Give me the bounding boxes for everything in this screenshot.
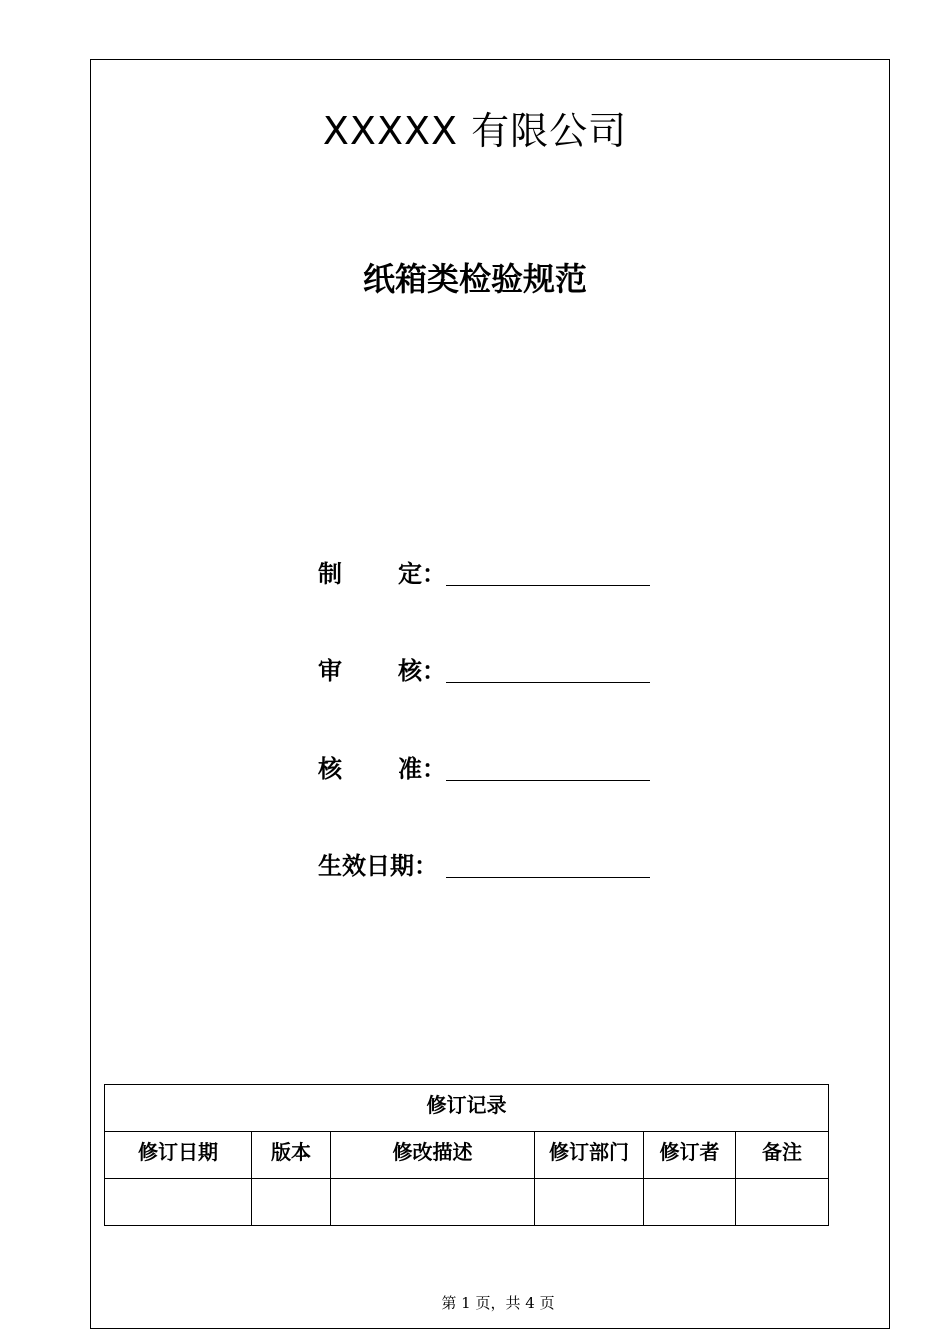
signature-line[interactable] [446, 876, 650, 878]
revision-table-title: 修订记录 [105, 1085, 829, 1132]
column-header: 修订日期 [105, 1132, 252, 1179]
column-header: 修订者 [644, 1132, 736, 1179]
table-row [105, 1179, 829, 1226]
sign-label [318, 651, 446, 686]
sign-row-prepared [318, 557, 650, 589]
column-header: 备注 [736, 1132, 829, 1179]
table-header-row [105, 1132, 829, 1179]
revision-record-table [104, 1084, 829, 1226]
table-cell[interactable] [105, 1179, 252, 1226]
signature-line[interactable] [446, 681, 650, 683]
signature-line[interactable] [446, 779, 650, 781]
sign-row-reviewed [318, 654, 650, 686]
page-number-footer: 第 1 页，共 4 页 [441, 1294, 555, 1312]
sign-label [318, 846, 446, 881]
table-cell[interactable] [535, 1179, 644, 1226]
table-cell[interactable] [644, 1179, 736, 1226]
company-name: XXXXX 有限公司 [322, 109, 628, 153]
sign-label-text: 生效日期： [318, 851, 438, 880]
table-cell[interactable] [736, 1179, 829, 1226]
sign-label-char: 制 [318, 559, 342, 588]
sign-label [318, 554, 446, 589]
document-title: 纸箱类检验规范 [362, 260, 587, 298]
column-header: 版本 [252, 1132, 331, 1179]
sign-label-char: 核： [398, 656, 446, 685]
table-cell[interactable] [331, 1179, 535, 1226]
sign-label-char: 准： [398, 754, 446, 783]
column-header: 修订部门 [535, 1132, 644, 1179]
sign-label-char: 审 [318, 656, 342, 685]
sign-label-char: 核 [318, 754, 342, 783]
sign-row-approved [318, 752, 650, 784]
signature-line[interactable] [446, 584, 650, 586]
sign-label [318, 749, 446, 784]
table-cell[interactable] [252, 1179, 331, 1226]
column-header: 修改描述 [331, 1132, 535, 1179]
sign-label-char: 定： [398, 559, 446, 588]
sign-row-effective-date [318, 849, 650, 881]
